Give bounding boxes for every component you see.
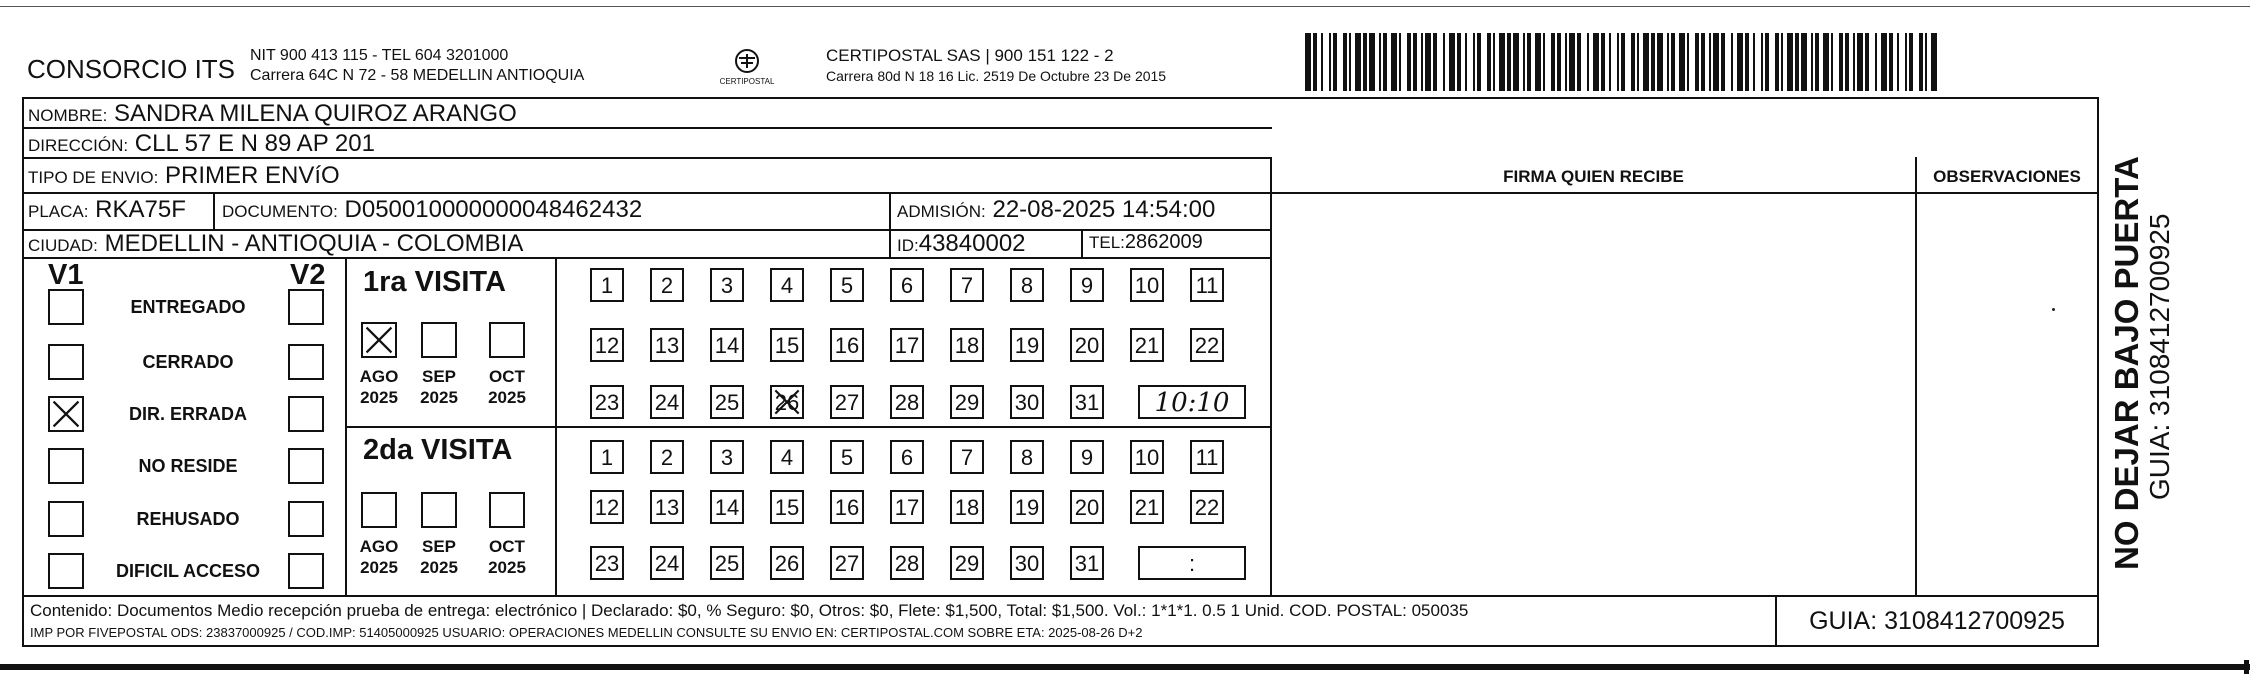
day-number: 4	[780, 445, 794, 470]
imp-line: IMP POR FIVEPOSTAL ODS: 23837000925 / COD.IMP: 51405000925 USUARIO: OPERACIONES MEDELLIN CONSULTE SU ENVIO EN: CERTIPOSTAL.COM SOBRE ETA: 2025-08-26 D+2	[30, 625, 1143, 640]
barcode-bar	[1477, 33, 1481, 91]
bottom-edge	[0, 664, 2250, 670]
barcode-bar	[1523, 33, 1525, 91]
second-visit-day-13[interactable]	[650, 490, 684, 524]
day-number: 25	[714, 390, 740, 415]
v1-checkbox-dir-errada[interactable]	[48, 396, 84, 432]
barcode-bar	[1709, 33, 1711, 91]
day-number: 9	[1080, 273, 1094, 298]
second-visit-day-7[interactable]	[950, 440, 984, 474]
v2-header: V2	[290, 259, 326, 291]
second-visit-day-20[interactable]	[1070, 490, 1104, 524]
day-number: 8	[1020, 445, 1034, 470]
first-visit-month-label: AGO 2025	[359, 367, 399, 407]
first-visit-time-field[interactable]: 10:10	[1138, 385, 1246, 419]
first-visit-day-21[interactable]	[1130, 328, 1164, 362]
second-visit-day-2[interactable]	[650, 440, 684, 474]
status-label: DIFICIL ACCESO	[115, 561, 260, 581]
observations-area[interactable]	[1917, 194, 2097, 594]
barcode-bar	[1667, 33, 1669, 91]
first-visit-day-15[interactable]	[770, 328, 804, 362]
barcode-bar	[1349, 33, 1351, 91]
first-visit-day-22[interactable]	[1190, 328, 1224, 362]
day-number: 17	[894, 495, 920, 520]
first-visit-day-9[interactable]	[1070, 268, 1104, 302]
barcode-bar	[1355, 33, 1361, 91]
second-visit-day-9[interactable]	[1070, 440, 1104, 474]
first-visit-month-label: SEP 2025	[420, 367, 458, 407]
barcode-bar	[1631, 33, 1635, 91]
barcode-bar	[1363, 33, 1367, 91]
day-number: 29	[954, 551, 980, 576]
barcode-bar	[1487, 33, 1491, 91]
barcode-bar	[1321, 33, 1323, 91]
barcode-bar	[1637, 33, 1639, 91]
second-visit-day-30[interactable]	[1010, 546, 1044, 580]
day-number: 23	[594, 390, 620, 415]
placa-row	[28, 196, 186, 224]
day-number: 15	[774, 333, 800, 358]
first-visit-day-7[interactable]	[950, 268, 984, 302]
v2-checkbox[interactable]	[288, 344, 324, 380]
barcode-bar	[1609, 33, 1611, 91]
company-nit: NIT 900 413 115 - TEL 604 3201000	[250, 47, 509, 64]
direccion-row	[28, 130, 375, 158]
barcode-bar	[1457, 33, 1461, 91]
barcode-bar	[1543, 33, 1545, 91]
barcode-bar	[1399, 33, 1401, 91]
barcode-bar	[1551, 33, 1555, 91]
v1-checkbox-dificil-acceso[interactable]	[48, 553, 84, 589]
first-visit-day-3[interactable]	[710, 268, 744, 302]
nombre-row	[28, 100, 517, 128]
side-title: NO DEJAR BAJO PUERTA	[2108, 156, 2145, 570]
day-number: 6	[900, 273, 914, 298]
second-visit-day-10[interactable]	[1130, 440, 1164, 474]
second-visit-day-29[interactable]	[950, 546, 984, 580]
first-visit-day-5[interactable]	[830, 268, 864, 302]
day-number: 3	[720, 445, 734, 470]
day-number: 11	[1195, 445, 1219, 470]
barcode-bar	[1593, 33, 1599, 91]
second-visit-month-label: AGO 2025	[359, 537, 399, 577]
v2-checkbox[interactable]	[288, 289, 324, 325]
first-visit-day-8[interactable]	[1010, 268, 1044, 302]
barcode-bar	[1449, 33, 1455, 91]
footer-guia: GUIA: 3108412700925	[1809, 607, 2065, 635]
placa-value: RKA75F	[95, 196, 186, 223]
second-visit-month-checkbox[interactable]	[421, 492, 457, 528]
tipo-value: PRIMER ENVíO	[165, 162, 340, 189]
id-label: ID:	[897, 236, 919, 255]
nombre-label: NOMBRE:	[28, 106, 108, 125]
day-number: 1	[600, 445, 614, 470]
barcode-bar	[1787, 33, 1793, 91]
second-visit-day-5[interactable]	[830, 440, 864, 474]
first-visit-day-2[interactable]	[650, 268, 684, 302]
admision-value: 22-08-2025 14:54:00	[992, 196, 1216, 223]
id-value: 43840002	[918, 230, 1026, 257]
second-visit-day-1[interactable]	[590, 440, 624, 474]
second-visit-day-26[interactable]	[770, 546, 804, 580]
second-visit-day-27[interactable]	[830, 546, 864, 580]
barcode-bar	[1413, 33, 1417, 91]
second-visit-day-17[interactable]	[890, 490, 924, 524]
day-number: 24	[654, 551, 680, 576]
second-visit-day-25[interactable]	[710, 546, 744, 580]
barcode-bar	[1745, 33, 1749, 91]
day-number: 30	[1014, 390, 1040, 415]
barcode-bar	[1795, 33, 1799, 91]
day-number: 31	[1074, 390, 1100, 415]
second-visit-day-19[interactable]	[1010, 490, 1044, 524]
day-number: 14	[714, 495, 740, 520]
tel-row	[1089, 231, 1203, 254]
barcode-bar	[1839, 33, 1843, 91]
second-visit-day-12[interactable]	[590, 490, 624, 524]
barcode-bar	[1865, 33, 1869, 91]
barcode-bar	[1713, 33, 1719, 91]
barcode-bar	[1621, 33, 1625, 91]
barcode-bar	[1577, 33, 1581, 91]
first-visit-day-13[interactable]	[650, 328, 684, 362]
day-number: 27	[834, 390, 860, 415]
nombre-value: SANDRA MILENA QUIROZ ARANGO	[114, 100, 517, 127]
barcode-bar	[1643, 33, 1649, 91]
barcode-bar	[1889, 33, 1893, 91]
barcode-bar	[1343, 33, 1347, 91]
second-visit-day-22[interactable]	[1190, 490, 1224, 524]
day-number: 8	[1020, 273, 1034, 298]
side-guia: GUIA: 3108412700925	[2144, 213, 2175, 500]
contenido-line: Contenido: Documentos Medio recepción prueba de entrega: electrónico | Declarado: $0, % Seguro: $0, Otros: $0, Flete: $1,500, Total: $1,500. Vol.: 1*1*1. 0.5 1 Unid. COD. POSTAL: 050035	[30, 601, 1469, 620]
barcode-bar	[1305, 33, 1311, 91]
day-number: 2	[660, 445, 674, 470]
day-number: 21	[1134, 333, 1160, 358]
day-number: 4	[780, 273, 794, 298]
v2-checkbox[interactable]	[288, 448, 324, 484]
barcode-bar	[1651, 33, 1655, 91]
barcode-bar	[1857, 33, 1863, 91]
second-visit-day-3[interactable]	[710, 440, 744, 474]
second-visit-time-field[interactable]: :	[1138, 546, 1246, 580]
barcode-bar	[1379, 33, 1381, 91]
speck	[2052, 308, 2055, 311]
day-number: 10	[1134, 445, 1160, 470]
barcode-bar	[1815, 33, 1819, 91]
direccion-label: DIRECCIÓN:	[28, 136, 129, 155]
barcode-bar	[1507, 33, 1511, 91]
status-label: REHUSADO	[136, 509, 240, 529]
first-visit-day-18[interactable]	[950, 328, 984, 362]
second-visit-day-16[interactable]	[830, 490, 864, 524]
barcode-bar	[1881, 33, 1887, 91]
barcode-bar	[1753, 33, 1755, 91]
day-number: 30	[1014, 551, 1040, 576]
first-visit-day-12[interactable]	[590, 328, 624, 362]
day-number: 12	[594, 495, 620, 520]
barcode-bar	[1313, 33, 1317, 91]
barcode-bar	[1765, 33, 1769, 91]
barcode-bar	[1443, 33, 1445, 91]
id-row	[897, 230, 1026, 258]
barcode-bar	[1499, 33, 1505, 91]
day-number: 6	[900, 445, 914, 470]
v2-checkbox[interactable]	[288, 553, 324, 589]
first-visit-day-30[interactable]	[1010, 385, 1044, 419]
status-label: CERRADO	[142, 352, 234, 372]
documento-value: D050010000000048462432	[344, 196, 643, 223]
first-visit-month-checkbox[interactable]	[361, 322, 397, 358]
v1-checkbox-rehusado[interactable]	[48, 501, 84, 537]
day-number: 31	[1074, 551, 1100, 576]
barcode-bar	[1465, 33, 1467, 91]
day-number: 10	[1134, 273, 1160, 298]
day-number: 22	[1194, 495, 1220, 520]
day-number: 16	[834, 333, 860, 358]
barcode-bar	[1433, 33, 1437, 91]
status-label: ENTREGADO	[130, 297, 246, 317]
barcode-bar	[1473, 33, 1475, 91]
day-number: 3	[720, 273, 734, 298]
placa-label: PLACA:	[28, 202, 89, 221]
barcode-bar	[1369, 33, 1375, 91]
ciudad-row	[28, 230, 523, 258]
first-visit-month-checkbox[interactable]	[421, 322, 457, 358]
barcode-bar	[1823, 33, 1829, 91]
first-visit-day-20[interactable]	[1070, 328, 1104, 362]
first-visit-month-label: OCT 2025	[488, 367, 526, 407]
day-number: 18	[954, 495, 980, 520]
day-number: 28	[894, 551, 920, 576]
first-visit-day-16[interactable]	[830, 328, 864, 362]
day-number: 18	[954, 333, 980, 358]
ciudad-value: MEDELLIN - ANTIOQUIA - COLOMBIA	[104, 230, 524, 257]
day-number: 21	[1134, 495, 1160, 520]
barcode-bar	[1671, 33, 1675, 91]
barcode-bar	[1695, 33, 1699, 91]
first-visit-day-4[interactable]	[770, 268, 804, 302]
barcode-bar	[1687, 33, 1689, 91]
first-visit-day-19[interactable]	[1010, 328, 1044, 362]
day-number: 2	[660, 273, 674, 298]
barcode-bar	[1897, 33, 1899, 91]
first-visit-day-24[interactable]	[650, 385, 684, 419]
barcode-bar	[1811, 33, 1813, 91]
day-number: 5	[840, 445, 854, 470]
corner-edge	[2244, 660, 2249, 674]
second-visit-day-4[interactable]	[770, 440, 804, 474]
second-visit-day-11[interactable]	[1190, 440, 1224, 474]
second-visit-day-8[interactable]	[1010, 440, 1044, 474]
tel-value: 2862009	[1124, 231, 1203, 253]
barcode-bar	[1617, 33, 1619, 91]
second-visit-day-15[interactable]	[770, 490, 804, 524]
first-visit-month-checkbox[interactable]	[489, 322, 525, 358]
barcode-bar	[1565, 33, 1567, 91]
v2-checkbox[interactable]	[288, 396, 324, 432]
barcode-bar	[1535, 33, 1541, 91]
documento-row	[222, 196, 642, 224]
first-visit-day-28[interactable]	[890, 385, 924, 419]
first-visit-day-17[interactable]	[890, 328, 924, 362]
tel-label: TEL:	[1089, 233, 1125, 252]
top-edge	[0, 6, 2250, 7]
signature-area[interactable]	[1272, 194, 1915, 594]
second-visit-day-21[interactable]	[1130, 490, 1164, 524]
barcode-bar	[1679, 33, 1685, 91]
barcode-bar	[1383, 33, 1387, 91]
ciudad-label: CIUDAD:	[28, 236, 98, 255]
day-number: 25	[714, 551, 740, 576]
day-number: 7	[960, 273, 974, 298]
barcode-bar	[1801, 33, 1807, 91]
firma-header: FIRMA QUIEN RECIBE	[1503, 167, 1684, 186]
first-visit-day-11[interactable]	[1190, 268, 1224, 302]
first-visit-day-1[interactable]	[590, 268, 624, 302]
day-number: 13	[654, 495, 680, 520]
barcode-bar	[1425, 33, 1431, 91]
status-label: DIR. ERRADA	[128, 404, 247, 424]
v1-checkbox-no-reside[interactable]	[48, 448, 84, 484]
v1-checkbox-cerrado[interactable]	[48, 344, 84, 380]
day-number: 16	[834, 495, 860, 520]
day-number: 24	[654, 390, 680, 415]
second-visit-month-label: OCT 2025	[488, 537, 526, 577]
day-number: 27	[834, 551, 860, 576]
first-visit-day-26[interactable]	[770, 385, 804, 419]
barcode-bar	[1925, 33, 1927, 91]
second-visit-month-checkbox[interactable]	[361, 492, 397, 528]
day-number: 1	[600, 273, 614, 298]
company-name: CONSORCIO ITS	[27, 54, 236, 84]
barcode-bar	[1601, 33, 1605, 91]
second-visit-day-6[interactable]	[890, 440, 924, 474]
tipo-row	[28, 162, 340, 190]
day-number: 26	[774, 390, 800, 415]
barcode-bar	[1781, 33, 1783, 91]
second-visit-day-28[interactable]	[890, 546, 924, 580]
second-visit-day-18[interactable]	[950, 490, 984, 524]
barcode	[1305, 33, 1938, 91]
certipostal-address: Carrera 80d N 18 16 Lic. 2519 De Octubre 23 De 2015	[826, 68, 1167, 84]
day-number: 7	[960, 445, 974, 470]
barcode-bar	[1845, 33, 1849, 91]
day-number: 5	[840, 273, 854, 298]
barcode-bar	[1657, 33, 1663, 91]
day-number: 26	[774, 551, 800, 576]
day-number: 29	[954, 390, 980, 415]
day-number: 20	[1074, 495, 1100, 520]
barcode-bar	[1737, 33, 1743, 91]
barcode-bar	[1493, 33, 1495, 91]
day-number: 9	[1080, 445, 1094, 470]
barcode-bar	[1329, 33, 1331, 91]
v2-checkbox[interactable]	[288, 501, 324, 537]
first-visit-day-29[interactable]	[950, 385, 984, 419]
barcode-bar	[1569, 33, 1575, 91]
barcode-bar	[1853, 33, 1855, 91]
day-number: 12	[594, 333, 620, 358]
direccion-value: CLL 57 E N 89 AP 201	[134, 130, 375, 157]
second-visit-day-14[interactable]	[710, 490, 744, 524]
barcode-bar	[1905, 33, 1907, 91]
first-visit-day-6[interactable]	[890, 268, 924, 302]
barcode-bar	[1527, 33, 1531, 91]
barcode-bar	[1333, 33, 1337, 91]
barcode-bar	[1721, 33, 1725, 91]
day-number: 14	[714, 333, 740, 358]
barcode-bar	[1701, 33, 1705, 91]
first-visit-day-23[interactable]	[590, 385, 624, 419]
second-visit-month-label: SEP 2025	[420, 537, 458, 577]
day-number: 28	[894, 390, 920, 415]
first-visit-day-31[interactable]	[1070, 385, 1104, 419]
admision-row	[897, 196, 1215, 224]
first-visit-day-14[interactable]	[710, 328, 744, 362]
day-number: 19	[1014, 333, 1040, 358]
second-visit-title: 2da VISITA	[363, 434, 513, 466]
barcode-bar	[1875, 33, 1877, 91]
barcode-bar	[1421, 33, 1423, 91]
barcode-bar	[1909, 33, 1913, 91]
day-number: 23	[594, 551, 620, 576]
admision-label: ADMISIÓN:	[897, 202, 986, 221]
barcode-bar	[1557, 33, 1561, 91]
tipo-label: TIPO DE ENVIO:	[28, 168, 159, 187]
barcode-bar	[1831, 33, 1833, 91]
barcode-bar	[1775, 33, 1779, 91]
day-number: 17	[894, 333, 920, 358]
barcode-bar	[1931, 33, 1937, 91]
barcode-bar	[1407, 33, 1411, 91]
barcode-bar	[1731, 33, 1733, 91]
barcode-bar	[1391, 33, 1397, 91]
second-visit-month-checkbox[interactable]	[489, 492, 525, 528]
certipostal-logo	[718, 44, 776, 94]
v1-header: V1	[48, 259, 84, 291]
first-visit-title: 1ra VISITA	[363, 266, 506, 298]
certipostal-name: CERTIPOSTAL SAS | 900 151 122 - 2	[826, 46, 1114, 65]
barcode-bar	[1919, 33, 1923, 91]
observaciones-header: OBSERVACIONES	[1933, 167, 2081, 186]
day-number: 22	[1194, 333, 1220, 358]
first-visit-day-25[interactable]	[710, 385, 744, 419]
first-visit-day-10[interactable]	[1130, 268, 1164, 302]
documento-label: DOCUMENTO:	[222, 202, 338, 221]
second-visit-day-23[interactable]	[590, 546, 624, 580]
day-number: 13	[654, 333, 680, 358]
day-number: 11	[1195, 273, 1219, 298]
second-visit-day-24[interactable]	[650, 546, 684, 580]
company-address: Carrera 64C N 72 - 58 MEDELLIN ANTIOQUIA	[250, 67, 585, 84]
status-label: NO RESIDE	[138, 456, 238, 476]
day-number: 19	[1014, 495, 1040, 520]
barcode-bar	[1587, 33, 1589, 91]
v1-checkbox-entregado[interactable]	[48, 289, 84, 325]
day-number: 20	[1074, 333, 1100, 358]
first-visit-day-27[interactable]	[830, 385, 864, 419]
day-number: 15	[774, 495, 800, 520]
barcode-bar	[1761, 33, 1763, 91]
second-visit-day-31[interactable]	[1070, 546, 1104, 580]
logo-text: CERTIPOSTAL	[719, 77, 775, 86]
barcode-bar	[1513, 33, 1519, 91]
